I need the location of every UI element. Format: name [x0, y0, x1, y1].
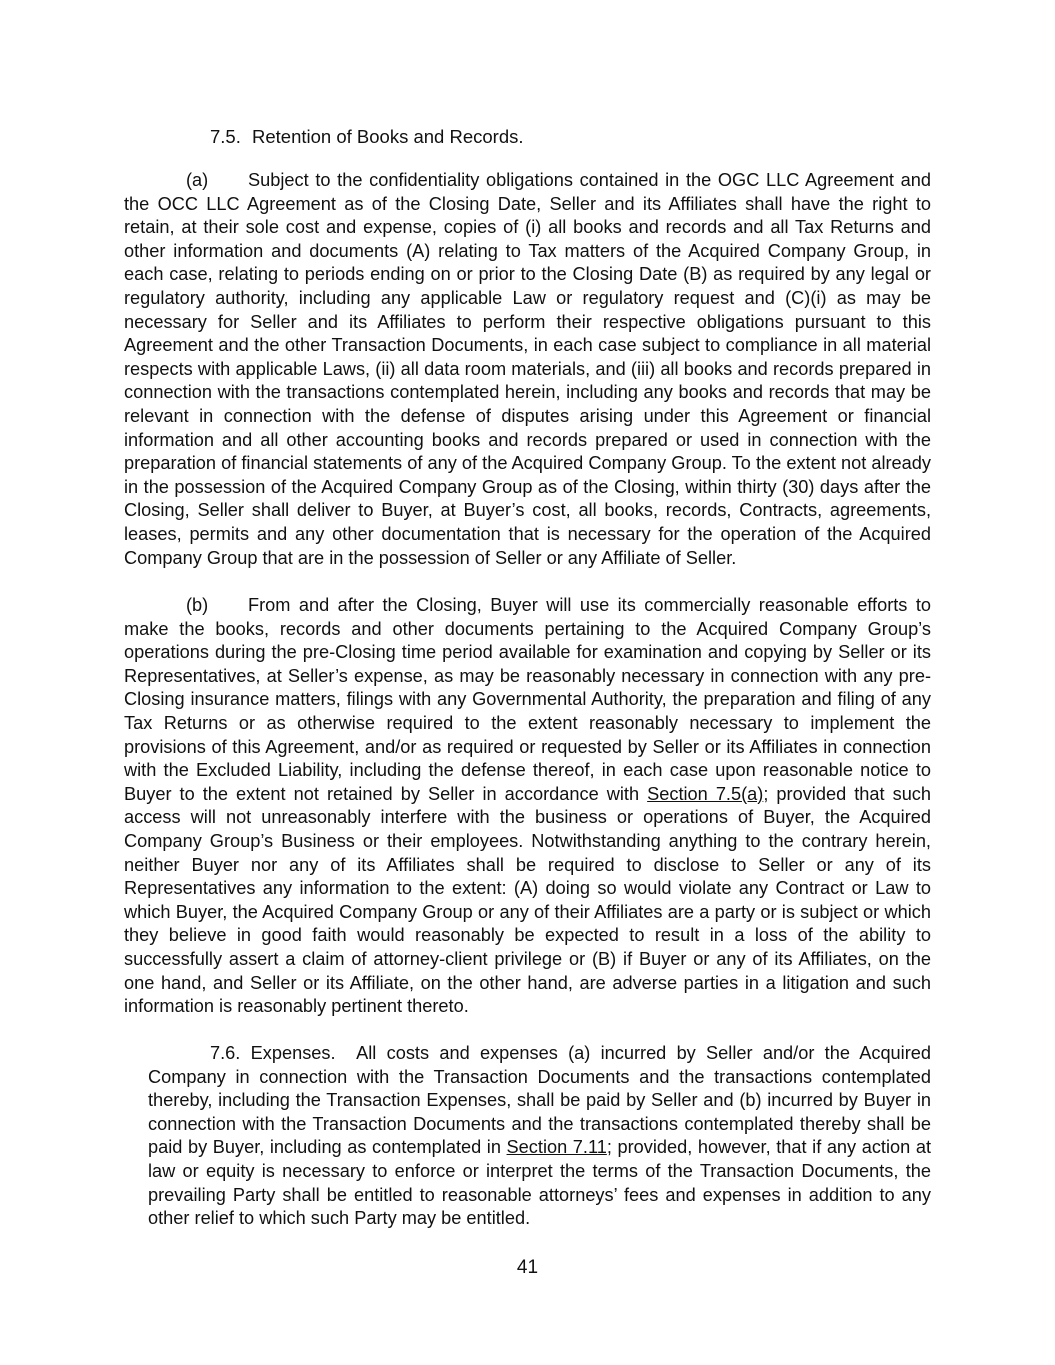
section-number: 7.5. [210, 126, 241, 147]
paragraph-text: All costs and expenses (a) incurred by Seller and/or the Acquired Company in connection with the Transaction Documents and the transactions contemplated thereby, including the Transaction Expenses, shall be paid by Seller and (b) incurred by Buyer in connection with the Transaction Documents and the transactions contemplated thereby shall be paid by Buyer, including as contemplated in [148, 1043, 932, 1158]
paragraph-marker: (b) [186, 595, 209, 615]
section-number: 7.6. [210, 1043, 241, 1063]
section-reference-link[interactable]: Section 7.5(a) [647, 783, 764, 804]
section-title: Retention of Books and Records. [252, 126, 524, 147]
section-reference-link[interactable]: Section 7.11 [506, 1137, 607, 1158]
section-heading-7-5 [210, 125, 524, 149]
paragraph-text-continued: ; provided that such access will not unreasonably interfere with the business or operations of Buyer, the Acquired Company Group’s Business or their employees. Notwithstanding anything to the contrary herein, neither Buyer nor any of its Affiliates shall be required to disclose to Seller or any of its Representatives any information to the extent: (A) doing so would violate any Contract or Law to which Buyer, the Acquired Company Group or any of their Affiliates are a party or is subject or which they believe in good faith would reasonably be expected to result in a loss of the ability to successfully assert a claim of attorney-client privilege or (B) if Buyer or any of its Affiliates, on the one hand, and Seller or its Affiliate, on the other hand, are adverse parties in a litigation and such information is reasonably pertinent thereto. [124, 783, 932, 1017]
paragraph-text: From and after the Closing, Buyer will use its commercially reasonable efforts to make the books, records and other documents pertaining to the Acquired Company Group’s operations during the pre-Closing time period available for examination and copying by Seller or its Representatives, at Seller’s expense, as may be reasonably necessary in connection with any pre-Closing insurance matters, filings with any Governmental Authority, the preparation and filing of any Tax Returns or as otherwise required to the extent reasonably necessary to implement the provisions of this Agreement, and/or as required or requested by Seller or its Affiliates in connection with the Excluded Liability, including the defense thereof, in each case upon reasonable notice to Buyer to the extent not retained by Seller in accordance with [124, 595, 931, 804]
paragraph-text-continued: ; provided, however, that if any action at law or equity is necessary to enforce or interpret the terms of the Transaction Documents, the prevailing Party shall be entitled to reasonable attorneys’ fees and expenses in addition to any other relief to which such Party may be entitled. [148, 1137, 931, 1229]
paragraph-a [124, 169, 931, 570]
section-7-6-paragraph [148, 1042, 931, 1231]
section-title: Expenses. [250, 1043, 336, 1063]
page-number: 41 [516, 1257, 539, 1278]
paragraph-text: Subject to the confidentiality obligations contained in the OGC LLC Agreement and the OCC LLC Agreement as of the Closing Date, Seller and its Affiliates shall have the right to retain, at their sole cost and expense, copies of (i) all books and records and all Tax Returns and other information and documents (A) relating to Tax matters of the Acquired Company Group, in each case, relating to periods ending on or prior to the Closing Date (B) as required by any legal or regulatory authority, including any applicable Law or regulatory request and (C)(i) as may be necessary for Seller and its Affiliates to perform their respective obligations pursuant to this Agreement and the other Transaction Documents, in each case subject to compliance in all material respects with applicable Laws, (ii) all data room materials, and (iii) all books and records prepared in connection with the transactions contemplated herein, including any books and records that may be relevant in connection with the defense of disputes arising under this Agreement or financial information and all other accounting books and records prepared or used in connection with the preparation of financial statements of any of the Acquired Company Group. To the extent not already in the possession of the Acquired Company Group as of the Closing, within thirty (30) days after the Closing, Seller shall deliver to Buyer, at Buyer’s cost, all books, records, Contracts, agreements, leases, permits and any other documentation that is necessary for the operation of the Acquired Company Group that are in the possession of Seller or any Affiliate of Seller. [124, 170, 931, 568]
paragraph-marker: (a) [186, 170, 209, 190]
paragraph-b [124, 594, 931, 1019]
